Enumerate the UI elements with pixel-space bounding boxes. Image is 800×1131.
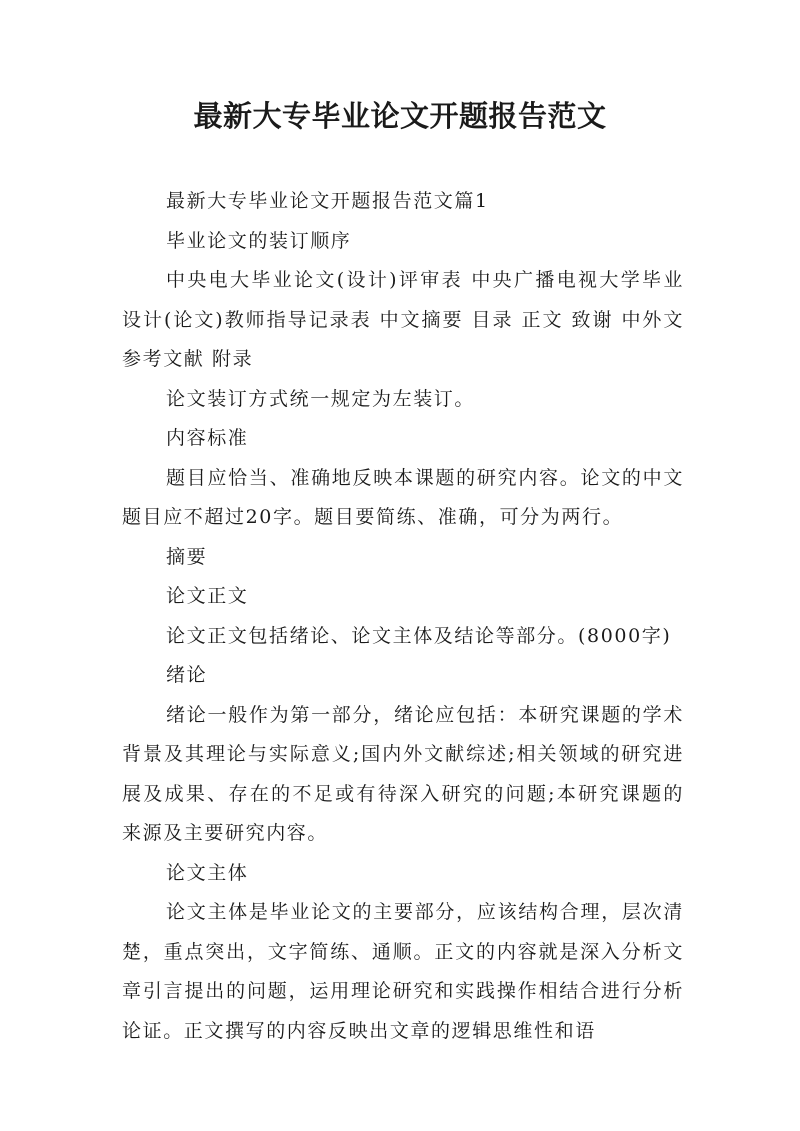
- document-title: 最新大专毕业论文开题报告范文: [193, 99, 607, 133]
- paragraph-binding-method: 论文装订方式统一规定为左装订。: [166, 387, 476, 410]
- document-body: [122, 182, 684, 1051]
- paragraph-body-description: 论文主体是毕业论文的主要部分，应该结构合理，层次清楚，重点突出，文字简练、通顺。正文的内容就是深入分析文章引言提出的问题，运用理论研究和实践操作相结合进行分析论证。正文撰写的内容反映出文章的逻辑思维性和语: [122, 901, 684, 1042]
- paragraph-main-text-heading: 论文正文: [166, 585, 249, 607]
- paragraph-introduction-heading: 绪论: [166, 664, 208, 686]
- paragraph-introduction-description: 绪论一般作为第一部分，绪论应包括：本研究课题的学术背景及其理论与实际意义;国内外文献综述;相关领域的研究进展及成果、存在的不足或有待深入研究的问题;本研究课题的来源及主要研究内容。: [122, 703, 684, 844]
- paragraph-binding-order-heading: 毕业论文的装订顺序: [166, 229, 352, 252]
- paragraph-body-heading: 论文主体: [166, 861, 249, 884]
- paragraph-main-text-description: 论文正文包括绪论、论文主体及结论等部分。(8000字): [166, 624, 672, 647]
- paragraph-heading-article: 最新大专毕业论文开题报告范文篇1: [166, 190, 489, 212]
- paragraph-title-requirements: 题目应恰当、准确地反映本课题的研究内容。论文的中文题目应不超过20字。题目要简练、准确，可分为两行。: [122, 466, 684, 528]
- paragraph-binding-order-list: 中央电大毕业论文(设计)评审表 中央广播电视大学毕业设计(论文)教师指导记录表 中文摘要 目录 正文 致谢 中外文参考文献 附录: [122, 269, 684, 370]
- paragraph-abstract-heading: 摘要: [166, 545, 208, 568]
- paragraph-content-standard-heading: 内容标准: [166, 427, 249, 449]
